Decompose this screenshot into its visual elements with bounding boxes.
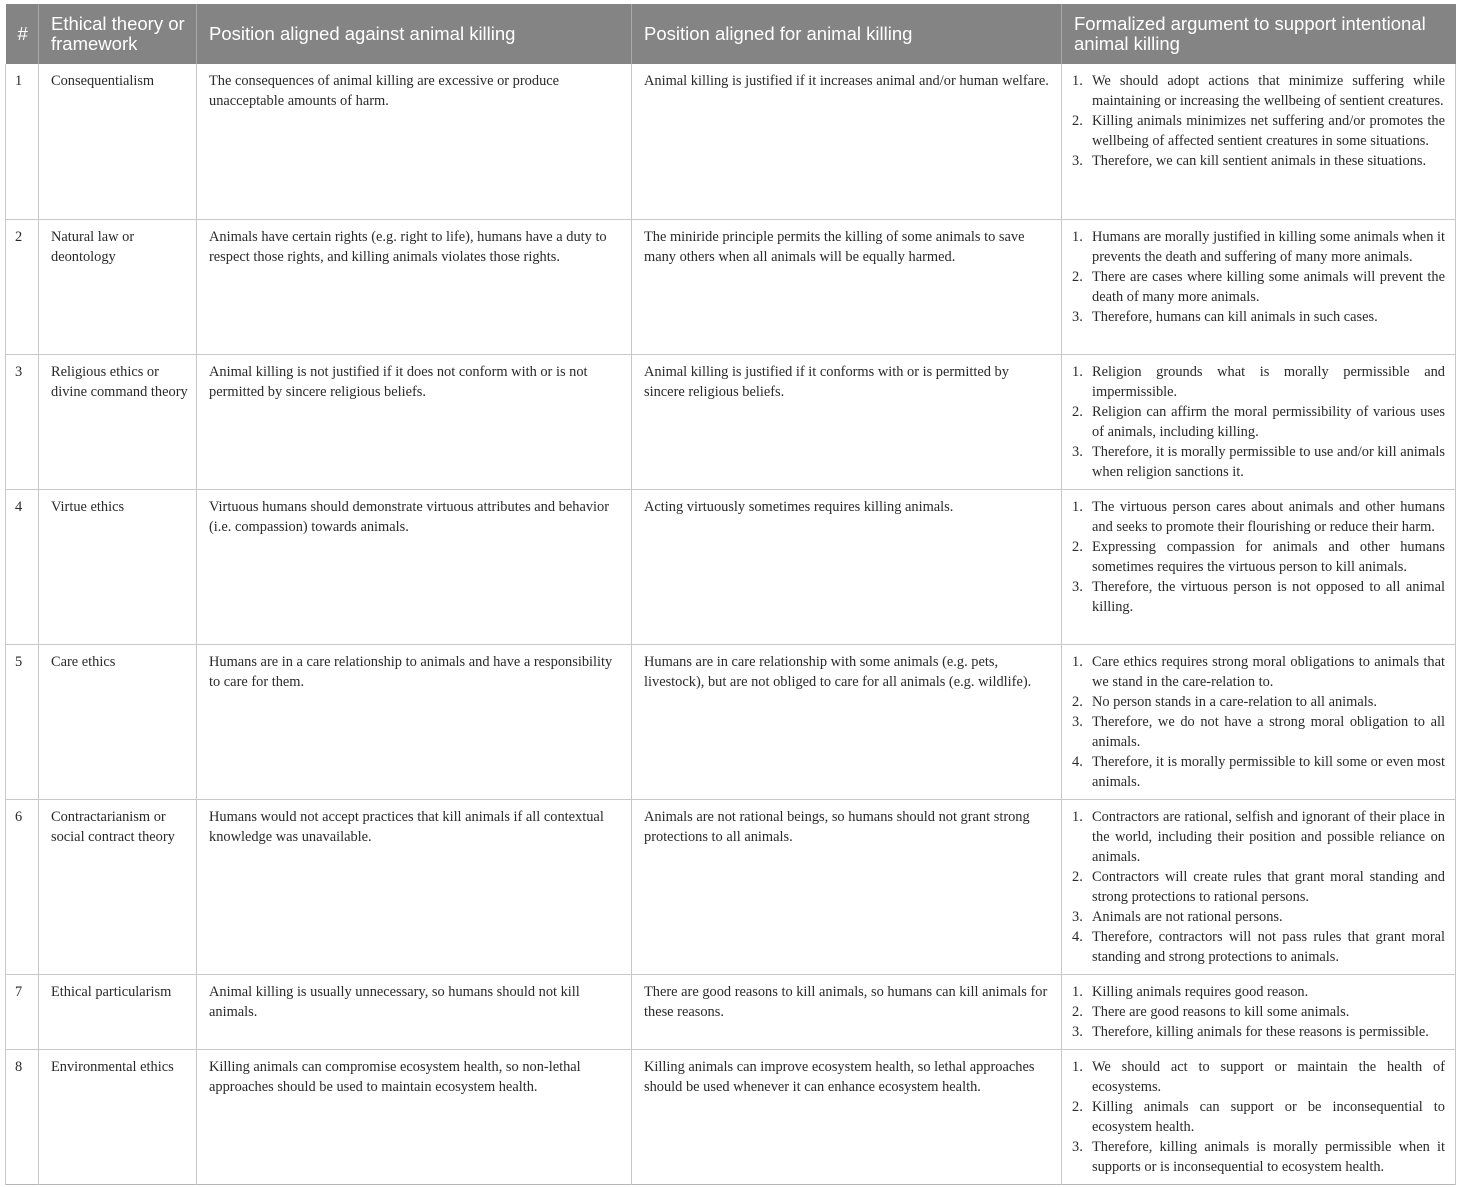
argument-step: [1072, 402, 1445, 442]
argument-step-text: Care ethics requires strong moral obligations to animals that we stand in the care-relation to.: [1092, 653, 1445, 690]
argument-list: [1072, 982, 1445, 1042]
argument-step: [1072, 907, 1445, 927]
argument-step-number: 3.: [1072, 153, 1083, 169]
argument-step: [1072, 71, 1445, 111]
argument-cell: [1062, 354, 1456, 489]
theory-cell: Virtue ethics: [39, 489, 197, 644]
argument-step: [1072, 307, 1445, 327]
theory-cell: Environmental ethics: [39, 1049, 197, 1184]
theory-cell: Ethical particularism: [39, 974, 197, 1049]
argument-cell: [1062, 974, 1456, 1049]
row-number: 8: [6, 1049, 39, 1184]
argument-step-number: 4.: [1072, 928, 1083, 945]
argument-step-text: We should adopt actions that minimize suffering while maintaining or increasing the wellbeing of sentient creatures.: [1092, 73, 1445, 109]
argument-step-text: The virtuous person cares about animals and other humans and seeks to promote their flourishing or reduce their harm.: [1092, 498, 1445, 535]
against-position-cell: Humans would not accept practices that kill animals if all contextual knowledge was unavailable.: [197, 799, 632, 974]
argument-step-text: There are good reasons to kill some animals.: [1092, 1003, 1350, 1020]
argument-step-text: Animals are not rational persons.: [1092, 908, 1283, 925]
argument-step-text: There are cases where killing some animals will prevent the death of many more animals.: [1092, 268, 1445, 305]
argument-step: [1072, 1002, 1445, 1022]
theory-cell: Care ethics: [39, 644, 197, 799]
argument-step-text: Killing animals can support or be inconsequential to ecosystem health.: [1092, 1098, 1445, 1135]
argument-list: [1072, 227, 1445, 327]
table-row: [6, 354, 1456, 489]
argument-step-number: 2.: [1072, 268, 1083, 285]
argument-step-text: Killing animals requires good reason.: [1092, 983, 1309, 1000]
argument-step-number: 1.: [1072, 983, 1083, 1000]
for-position-cell: Animals are not rational beings, so humans should not grant strong protections to all animals.: [632, 799, 1062, 974]
argument-step-text: Therefore, contractors will not pass rules that grant moral standing and strong protections to animals.: [1092, 928, 1445, 965]
for-position-cell: Animal killing is justified if it conforms with or is permitted by sincere religious beliefs.: [632, 354, 1062, 489]
for-position-cell: Animal killing is justified if it increases animal and/or human welfare.: [632, 64, 1062, 219]
argument-cell: [1062, 1049, 1456, 1184]
argument-cell: [1062, 644, 1456, 799]
argument-cell: [1062, 489, 1456, 644]
argument-step-number: 1.: [1072, 363, 1083, 380]
argument-step-text: Religion can affirm the moral permissibility of various uses of animals, including killing.: [1092, 403, 1445, 440]
argument-step-text: Expressing compassion for animals and other humans sometimes requires the virtuous person to kill animals.: [1092, 538, 1445, 575]
for-position-cell: Killing animals can improve ecosystem health, so lethal approaches should be used whenever it can enhance ecosystem health.: [632, 1049, 1062, 1184]
argument-step-number: 1.: [1072, 228, 1083, 245]
against-position-cell: The consequences of animal killing are excessive or produce unacceptable amounts of harm.: [197, 64, 632, 219]
argument-step: [1072, 1057, 1445, 1097]
against-position-cell: Animals have certain rights (e.g. right to life), humans have a duty to respect those rights, and killing animals violates those rights.: [197, 219, 632, 354]
argument-cell: [1062, 219, 1456, 354]
header-row: [6, 4, 1456, 64]
argument-list: [1072, 1057, 1445, 1177]
argument-step-text: Therefore, we can kill sentient animals in these situations.: [1092, 153, 1427, 169]
header-for: Position aligned for animal killing: [632, 4, 1062, 64]
argument-step-number: 2.: [1072, 1003, 1083, 1020]
argument-step-number: 2.: [1072, 693, 1083, 710]
argument-list: [1072, 497, 1445, 617]
argument-list: [1072, 807, 1445, 967]
argument-step-number: 4.: [1072, 753, 1083, 770]
argument-step-text: Therefore, we do not have a strong moral obligation to all animals.: [1092, 713, 1445, 750]
row-number: 1: [6, 64, 39, 219]
argument-step-number: 1.: [1072, 808, 1083, 825]
argument-step: [1072, 151, 1445, 171]
table-header: [6, 4, 1456, 64]
table-row: [6, 64, 1456, 219]
table-body: [6, 64, 1456, 1184]
argument-step-text: No person stands in a care-relation to all animals.: [1092, 693, 1377, 710]
table-row: [6, 799, 1456, 974]
header-num: #: [6, 4, 39, 64]
against-position-cell: Humans are in a care relationship to animals and have a responsibility to care for them.: [197, 644, 632, 799]
ethics-table-container: [5, 4, 1455, 1185]
argument-list: [1072, 362, 1445, 482]
argument-step: [1072, 227, 1445, 267]
argument-step: [1072, 927, 1445, 967]
argument-step-text: We should act to support or maintain the health of ecosystems.: [1092, 1058, 1445, 1095]
argument-step: [1072, 807, 1445, 867]
argument-cell: [1062, 64, 1456, 219]
row-number: 2: [6, 219, 39, 354]
argument-step: [1072, 712, 1445, 752]
argument-step-number: 3.: [1072, 1023, 1083, 1040]
argument-step-number: 3.: [1072, 578, 1083, 595]
argument-step-number: 1.: [1072, 73, 1083, 89]
argument-step-number: 2.: [1072, 538, 1083, 555]
table-row: [6, 974, 1456, 1049]
for-position-cell: Acting virtuously sometimes requires killing animals.: [632, 489, 1062, 644]
ethics-table: [5, 4, 1456, 1185]
argument-step: [1072, 497, 1445, 537]
table-row: [6, 489, 1456, 644]
argument-step-text: Contractors are rational, selfish and ignorant of their place in the world, including their position and possible reliance on animals.: [1092, 808, 1445, 865]
header-theory: Ethical theory or framework: [39, 4, 197, 64]
argument-step: [1072, 577, 1445, 617]
theory-cell: Natural law or deontology: [39, 219, 197, 354]
argument-step-text: Religion grounds what is morally permissible and impermissible.: [1092, 363, 1445, 400]
table-row: [6, 1049, 1456, 1184]
argument-step-number: 1.: [1072, 498, 1083, 515]
argument-step-number: 3.: [1072, 908, 1083, 925]
header-against: Position aligned against animal killing: [197, 4, 632, 64]
argument-step-number: 3.: [1072, 1138, 1083, 1155]
argument-step: [1072, 1137, 1445, 1177]
argument-step-text: Contractors will create rules that grant moral standing and strong protections to rational persons.: [1092, 868, 1445, 905]
row-number: 7: [6, 974, 39, 1049]
argument-step: [1072, 867, 1445, 907]
argument-step: [1072, 362, 1445, 402]
argument-step: [1072, 982, 1445, 1002]
argument-step-text: Killing animals minimizes net suffering and/or promotes the wellbeing of affected sentient creatures in some situations.: [1092, 113, 1445, 149]
against-position-cell: Virtuous humans should demonstrate virtuous attributes and behavior (i.e. compassion) towards animals.: [197, 489, 632, 644]
argument-step: [1072, 537, 1445, 577]
theory-cell: Religious ethics or divine command theory: [39, 354, 197, 489]
theory-cell: Contractarianism or social contract theory: [39, 799, 197, 974]
row-number: 6: [6, 799, 39, 974]
argument-step-number: 1.: [1072, 653, 1083, 670]
argument-step-text: Therefore, it is morally permissible to kill some or even most animals.: [1092, 753, 1445, 790]
for-position-cell: The miniride principle permits the killing of some animals to save many others when all animals will be equally harmed.: [632, 219, 1062, 354]
argument-step-number: 2.: [1072, 113, 1083, 129]
argument-step-number: 3.: [1072, 308, 1083, 325]
argument-step-text: Humans are morally justified in killing some animals when it prevents the death and suffering of many more animals.: [1092, 228, 1445, 265]
against-position-cell: Killing animals can compromise ecosystem health, so non-lethal approaches should be used to maintain ecosystem health.: [197, 1049, 632, 1184]
table-row: [6, 644, 1456, 799]
argument-step-number: 2.: [1072, 868, 1083, 885]
argument-step-number: 2.: [1072, 403, 1083, 420]
argument-step-text: Therefore, humans can kill animals in such cases.: [1092, 308, 1378, 325]
argument-step: [1072, 267, 1445, 307]
row-number: 5: [6, 644, 39, 799]
header-argument: Formalized argument to support intentional animal killing: [1062, 4, 1456, 64]
row-number: 3: [6, 354, 39, 489]
argument-list: [1072, 652, 1445, 792]
against-position-cell: Animal killing is not justified if it does not conform with or is not permitted by sincere religious beliefs.: [197, 354, 632, 489]
argument-step-number: 3.: [1072, 443, 1083, 460]
argument-step: [1072, 1097, 1445, 1137]
argument-step: [1072, 692, 1445, 712]
argument-step: [1072, 652, 1445, 692]
argument-step-text: Therefore, the virtuous person is not opposed to all animal killing.: [1092, 578, 1445, 615]
argument-step: [1072, 1022, 1445, 1042]
theory-cell: Consequentialism: [39, 64, 197, 219]
argument-step: [1072, 752, 1445, 792]
argument-step-number: 1.: [1072, 1058, 1083, 1075]
table-row: [6, 219, 1456, 354]
argument-step-text: Therefore, killing animals is morally permissible when it supports or is inconsequential to ecosystem health.: [1092, 1138, 1445, 1175]
argument-list: [1072, 71, 1445, 171]
argument-step-text: Therefore, killing animals for these reasons is permissible.: [1092, 1023, 1429, 1040]
for-position-cell: Humans are in care relationship with some animals (e.g. pets, livestock), but are not obliged to care for all animals (e.g. wildlife).: [632, 644, 1062, 799]
argument-step-number: 3.: [1072, 713, 1083, 730]
for-position-cell: There are good reasons to kill animals, so humans can kill animals for these reasons.: [632, 974, 1062, 1049]
argument-step: [1072, 442, 1445, 482]
argument-cell: [1062, 799, 1456, 974]
argument-step-text: Therefore, it is morally permissible to use and/or kill animals when religion sanctions it.: [1092, 443, 1445, 480]
against-position-cell: Animal killing is usually unnecessary, so humans should not kill animals.: [197, 974, 632, 1049]
argument-step-number: 2.: [1072, 1098, 1083, 1115]
argument-step: [1072, 111, 1445, 151]
row-number: 4: [6, 489, 39, 644]
